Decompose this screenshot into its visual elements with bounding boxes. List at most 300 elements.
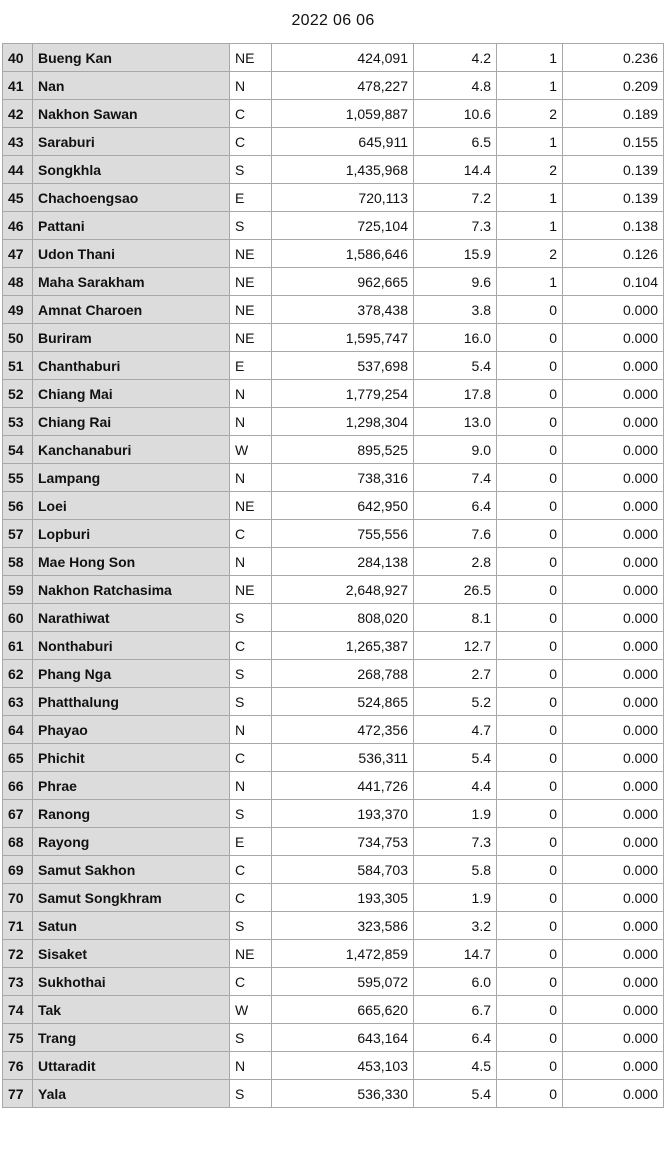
rate-cell: 0.000: [563, 436, 664, 464]
count-cell: 2: [497, 156, 563, 184]
rate-cell: 0.000: [563, 884, 664, 912]
rate-cell: 0.000: [563, 548, 664, 576]
table-row: [3, 520, 664, 548]
region-cell: S: [230, 660, 272, 688]
region-cell: C: [230, 884, 272, 912]
table-row: [3, 884, 664, 912]
percent-cell: 7.2: [414, 184, 497, 212]
region-cell: NE: [230, 44, 272, 72]
rate-cell: 0.000: [563, 716, 664, 744]
row-index-cell: 68: [3, 828, 33, 856]
population-cell: 962,665: [272, 268, 414, 296]
province-name-cell: Samut Sakhon: [33, 856, 230, 884]
rate-cell: 0.000: [563, 968, 664, 996]
table-row: [3, 632, 664, 660]
row-index-cell: 42: [3, 100, 33, 128]
row-index-cell: 60: [3, 604, 33, 632]
region-cell: S: [230, 800, 272, 828]
population-cell: 536,330: [272, 1080, 414, 1108]
row-index-cell: 53: [3, 408, 33, 436]
population-cell: 1,435,968: [272, 156, 414, 184]
population-cell: 725,104: [272, 212, 414, 240]
table-row: [3, 212, 664, 240]
region-cell: N: [230, 772, 272, 800]
percent-cell: 6.5: [414, 128, 497, 156]
count-cell: 0: [497, 884, 563, 912]
percent-cell: 14.7: [414, 940, 497, 968]
rate-cell: 0.000: [563, 1052, 664, 1080]
table-row: [3, 772, 664, 800]
province-name-cell: Yala: [33, 1080, 230, 1108]
row-index-cell: 75: [3, 1024, 33, 1052]
percent-cell: 2.7: [414, 660, 497, 688]
table-row: [3, 1024, 664, 1052]
percent-cell: 17.8: [414, 380, 497, 408]
population-cell: 193,305: [272, 884, 414, 912]
table-body: [3, 44, 664, 1108]
population-cell: 537,698: [272, 352, 414, 380]
region-cell: C: [230, 744, 272, 772]
count-cell: 1: [497, 212, 563, 240]
region-cell: NE: [230, 240, 272, 268]
rate-cell: 0.138: [563, 212, 664, 240]
row-index-cell: 61: [3, 632, 33, 660]
percent-cell: 26.5: [414, 576, 497, 604]
population-cell: 720,113: [272, 184, 414, 212]
count-cell: 0: [497, 296, 563, 324]
percent-cell: 7.3: [414, 828, 497, 856]
province-name-cell: Nonthaburi: [33, 632, 230, 660]
percent-cell: 3.8: [414, 296, 497, 324]
row-index-cell: 72: [3, 940, 33, 968]
table-row: [3, 408, 664, 436]
table-row: [3, 492, 664, 520]
population-cell: 808,020: [272, 604, 414, 632]
province-name-cell: Phatthalung: [33, 688, 230, 716]
region-cell: S: [230, 212, 272, 240]
province-name-cell: Ranong: [33, 800, 230, 828]
population-cell: 2,648,927: [272, 576, 414, 604]
population-cell: 378,438: [272, 296, 414, 324]
province-name-cell: Narathiwat: [33, 604, 230, 632]
province-name-cell: Lopburi: [33, 520, 230, 548]
population-cell: 645,911: [272, 128, 414, 156]
percent-cell: 4.2: [414, 44, 497, 72]
count-cell: 0: [497, 688, 563, 716]
table-row: [3, 100, 664, 128]
province-name-cell: Pattani: [33, 212, 230, 240]
table-row: [3, 464, 664, 492]
province-name-cell: Nakhon Ratchasima: [33, 576, 230, 604]
province-name-cell: Songkhla: [33, 156, 230, 184]
percent-cell: 2.8: [414, 548, 497, 576]
rate-cell: 0.000: [563, 828, 664, 856]
population-cell: 584,703: [272, 856, 414, 884]
rate-cell: 0.139: [563, 184, 664, 212]
percent-cell: 4.5: [414, 1052, 497, 1080]
rate-cell: 0.000: [563, 408, 664, 436]
table-row: [3, 72, 664, 100]
count-cell: 0: [497, 940, 563, 968]
province-name-cell: Rayong: [33, 828, 230, 856]
table-row: [3, 352, 664, 380]
table-row: [3, 1080, 664, 1108]
table-row: [3, 324, 664, 352]
population-cell: 895,525: [272, 436, 414, 464]
population-cell: 1,298,304: [272, 408, 414, 436]
percent-cell: 16.0: [414, 324, 497, 352]
count-cell: 0: [497, 464, 563, 492]
province-name-cell: Tak: [33, 996, 230, 1024]
row-index-cell: 70: [3, 884, 33, 912]
rate-cell: 0.000: [563, 800, 664, 828]
row-index-cell: 57: [3, 520, 33, 548]
rate-cell: 0.126: [563, 240, 664, 268]
province-name-cell: Maha Sarakham: [33, 268, 230, 296]
region-cell: C: [230, 856, 272, 884]
rate-cell: 0.000: [563, 688, 664, 716]
count-cell: 0: [497, 744, 563, 772]
region-cell: C: [230, 128, 272, 156]
region-cell: S: [230, 156, 272, 184]
percent-cell: 5.8: [414, 856, 497, 884]
region-cell: N: [230, 716, 272, 744]
table-row: [3, 184, 664, 212]
region-cell: E: [230, 352, 272, 380]
table-row: [3, 604, 664, 632]
count-cell: 2: [497, 100, 563, 128]
rate-cell: 0.000: [563, 324, 664, 352]
row-index-cell: 45: [3, 184, 33, 212]
table-row: [3, 856, 664, 884]
percent-cell: 1.9: [414, 800, 497, 828]
rate-cell: 0.139: [563, 156, 664, 184]
percent-cell: 1.9: [414, 884, 497, 912]
province-name-cell: Chiang Mai: [33, 380, 230, 408]
population-cell: 284,138: [272, 548, 414, 576]
table-row: [3, 380, 664, 408]
percent-cell: 6.0: [414, 968, 497, 996]
province-name-cell: Nan: [33, 72, 230, 100]
population-cell: 734,753: [272, 828, 414, 856]
rate-cell: 0.236: [563, 44, 664, 72]
province-name-cell: Phichit: [33, 744, 230, 772]
region-cell: N: [230, 464, 272, 492]
count-cell: 1: [497, 184, 563, 212]
province-name-cell: Phayao: [33, 716, 230, 744]
region-cell: W: [230, 996, 272, 1024]
percent-cell: 14.4: [414, 156, 497, 184]
count-cell: 0: [497, 856, 563, 884]
count-cell: 1: [497, 128, 563, 156]
province-name-cell: Chachoengsao: [33, 184, 230, 212]
percent-cell: 13.0: [414, 408, 497, 436]
table-row: [3, 996, 664, 1024]
province-name-cell: Chiang Rai: [33, 408, 230, 436]
region-cell: NE: [230, 324, 272, 352]
row-index-cell: 66: [3, 772, 33, 800]
population-cell: 424,091: [272, 44, 414, 72]
count-cell: 0: [497, 324, 563, 352]
province-name-cell: Satun: [33, 912, 230, 940]
population-cell: 665,620: [272, 996, 414, 1024]
population-cell: 1,472,859: [272, 940, 414, 968]
table-row: [3, 548, 664, 576]
region-cell: S: [230, 1024, 272, 1052]
province-name-cell: Bueng Kan: [33, 44, 230, 72]
count-cell: 0: [497, 716, 563, 744]
region-cell: NE: [230, 576, 272, 604]
rate-cell: 0.155: [563, 128, 664, 156]
region-cell: S: [230, 1080, 272, 1108]
rate-cell: 0.000: [563, 576, 664, 604]
province-name-cell: Buriram: [33, 324, 230, 352]
count-cell: 0: [497, 436, 563, 464]
region-cell: NE: [230, 268, 272, 296]
population-cell: 1,779,254: [272, 380, 414, 408]
count-cell: 0: [497, 660, 563, 688]
province-name-cell: Trang: [33, 1024, 230, 1052]
percent-cell: 8.1: [414, 604, 497, 632]
percent-cell: 4.4: [414, 772, 497, 800]
row-index-cell: 74: [3, 996, 33, 1024]
table-row: [3, 744, 664, 772]
province-name-cell: Kanchanaburi: [33, 436, 230, 464]
count-cell: 1: [497, 268, 563, 296]
table-row: [3, 296, 664, 324]
count-cell: 0: [497, 548, 563, 576]
population-cell: 1,586,646: [272, 240, 414, 268]
percent-cell: 5.4: [414, 352, 497, 380]
count-cell: 0: [497, 380, 563, 408]
percent-cell: 15.9: [414, 240, 497, 268]
count-cell: 0: [497, 1052, 563, 1080]
region-cell: N: [230, 1052, 272, 1080]
count-cell: 0: [497, 828, 563, 856]
row-index-cell: 44: [3, 156, 33, 184]
population-cell: 478,227: [272, 72, 414, 100]
row-index-cell: 41: [3, 72, 33, 100]
region-cell: N: [230, 72, 272, 100]
percent-cell: 6.7: [414, 996, 497, 1024]
row-index-cell: 55: [3, 464, 33, 492]
count-cell: 0: [497, 632, 563, 660]
rate-cell: 0.000: [563, 492, 664, 520]
count-cell: 1: [497, 44, 563, 72]
table-row: [3, 1052, 664, 1080]
percent-cell: 6.4: [414, 1024, 497, 1052]
percent-cell: 3.2: [414, 912, 497, 940]
row-index-cell: 77: [3, 1080, 33, 1108]
region-cell: S: [230, 912, 272, 940]
region-cell: N: [230, 408, 272, 436]
rate-cell: 0.000: [563, 940, 664, 968]
region-cell: C: [230, 632, 272, 660]
rate-cell: 0.000: [563, 1024, 664, 1052]
rate-cell: 0.000: [563, 352, 664, 380]
province-name-cell: Phang Nga: [33, 660, 230, 688]
rate-cell: 0.000: [563, 380, 664, 408]
population-cell: 268,788: [272, 660, 414, 688]
row-index-cell: 49: [3, 296, 33, 324]
percent-cell: 7.6: [414, 520, 497, 548]
region-cell: N: [230, 380, 272, 408]
region-cell: S: [230, 604, 272, 632]
region-cell: NE: [230, 940, 272, 968]
count-cell: 0: [497, 520, 563, 548]
province-name-cell: Lampang: [33, 464, 230, 492]
province-name-cell: Sukhothai: [33, 968, 230, 996]
rate-cell: 0.000: [563, 296, 664, 324]
percent-cell: 5.4: [414, 1080, 497, 1108]
province-name-cell: Chanthaburi: [33, 352, 230, 380]
percent-cell: 12.7: [414, 632, 497, 660]
rate-cell: 0.000: [563, 996, 664, 1024]
count-cell: 0: [497, 996, 563, 1024]
count-cell: 0: [497, 1080, 563, 1108]
row-index-cell: 62: [3, 660, 33, 688]
table-row: [3, 828, 664, 856]
province-name-cell: Samut Songkhram: [33, 884, 230, 912]
percent-cell: 9.6: [414, 268, 497, 296]
percent-cell: 7.4: [414, 464, 497, 492]
row-index-cell: 59: [3, 576, 33, 604]
province-name-cell: Nakhon Sawan: [33, 100, 230, 128]
rate-cell: 0.000: [563, 772, 664, 800]
count-cell: 0: [497, 352, 563, 380]
province-name-cell: Amnat Charoen: [33, 296, 230, 324]
percent-cell: 10.6: [414, 100, 497, 128]
population-cell: 441,726: [272, 772, 414, 800]
rate-cell: 0.000: [563, 1080, 664, 1108]
table-row: [3, 940, 664, 968]
population-cell: 595,072: [272, 968, 414, 996]
row-index-cell: 64: [3, 716, 33, 744]
population-cell: 642,950: [272, 492, 414, 520]
rate-cell: 0.000: [563, 744, 664, 772]
row-index-cell: 58: [3, 548, 33, 576]
count-cell: 1: [497, 72, 563, 100]
row-index-cell: 63: [3, 688, 33, 716]
row-index-cell: 50: [3, 324, 33, 352]
region-cell: NE: [230, 492, 272, 520]
percent-cell: 4.8: [414, 72, 497, 100]
row-index-cell: 71: [3, 912, 33, 940]
table-row: [3, 716, 664, 744]
rate-cell: 0.104: [563, 268, 664, 296]
row-index-cell: 52: [3, 380, 33, 408]
population-cell: 524,865: [272, 688, 414, 716]
count-cell: 2: [497, 240, 563, 268]
count-cell: 0: [497, 800, 563, 828]
table-row: [3, 156, 664, 184]
rate-cell: 0.000: [563, 856, 664, 884]
table-row: [3, 128, 664, 156]
region-cell: S: [230, 688, 272, 716]
population-cell: 738,316: [272, 464, 414, 492]
province-name-cell: Udon Thani: [33, 240, 230, 268]
row-index-cell: 54: [3, 436, 33, 464]
percent-cell: 6.4: [414, 492, 497, 520]
count-cell: 0: [497, 408, 563, 436]
table-row: [3, 688, 664, 716]
row-index-cell: 43: [3, 128, 33, 156]
province-name-cell: Sisaket: [33, 940, 230, 968]
population-cell: 536,311: [272, 744, 414, 772]
region-cell: E: [230, 828, 272, 856]
rate-cell: 0.000: [563, 912, 664, 940]
rate-cell: 0.000: [563, 520, 664, 548]
percent-cell: 4.7: [414, 716, 497, 744]
region-cell: C: [230, 520, 272, 548]
count-cell: 0: [497, 492, 563, 520]
table-row: [3, 800, 664, 828]
table-row: [3, 436, 664, 464]
table-row: [3, 968, 664, 996]
row-index-cell: 76: [3, 1052, 33, 1080]
region-cell: W: [230, 436, 272, 464]
rate-cell: 0.209: [563, 72, 664, 100]
population-cell: 1,265,387: [272, 632, 414, 660]
count-cell: 0: [497, 604, 563, 632]
table-row: [3, 912, 664, 940]
row-index-cell: 65: [3, 744, 33, 772]
population-cell: 1,059,887: [272, 100, 414, 128]
table-row: [3, 660, 664, 688]
province-name-cell: Mae Hong Son: [33, 548, 230, 576]
table-row: [3, 576, 664, 604]
percent-cell: 5.2: [414, 688, 497, 716]
province-name-cell: Phrae: [33, 772, 230, 800]
count-cell: 0: [497, 772, 563, 800]
region-cell: E: [230, 184, 272, 212]
rate-cell: 0.000: [563, 632, 664, 660]
row-index-cell: 48: [3, 268, 33, 296]
row-index-cell: 46: [3, 212, 33, 240]
population-cell: 755,556: [272, 520, 414, 548]
count-cell: 0: [497, 968, 563, 996]
rate-cell: 0.000: [563, 660, 664, 688]
table-row: [3, 268, 664, 296]
rate-cell: 0.000: [563, 464, 664, 492]
rate-cell: 0.000: [563, 604, 664, 632]
region-cell: C: [230, 100, 272, 128]
row-index-cell: 47: [3, 240, 33, 268]
row-index-cell: 73: [3, 968, 33, 996]
province-name-cell: Loei: [33, 492, 230, 520]
count-cell: 0: [497, 576, 563, 604]
table-row: [3, 240, 664, 268]
row-index-cell: 40: [3, 44, 33, 72]
population-cell: 472,356: [272, 716, 414, 744]
row-index-cell: 51: [3, 352, 33, 380]
region-cell: NE: [230, 296, 272, 324]
population-cell: 453,103: [272, 1052, 414, 1080]
row-index-cell: 67: [3, 800, 33, 828]
percent-cell: 9.0: [414, 436, 497, 464]
row-index-cell: 69: [3, 856, 33, 884]
province-table: [2, 43, 664, 1108]
population-cell: 193,370: [272, 800, 414, 828]
population-cell: 1,595,747: [272, 324, 414, 352]
count-cell: 0: [497, 912, 563, 940]
row-index-cell: 56: [3, 492, 33, 520]
province-name-cell: Uttaradit: [33, 1052, 230, 1080]
population-cell: 323,586: [272, 912, 414, 940]
province-name-cell: Saraburi: [33, 128, 230, 156]
percent-cell: 5.4: [414, 744, 497, 772]
rate-cell: 0.189: [563, 100, 664, 128]
